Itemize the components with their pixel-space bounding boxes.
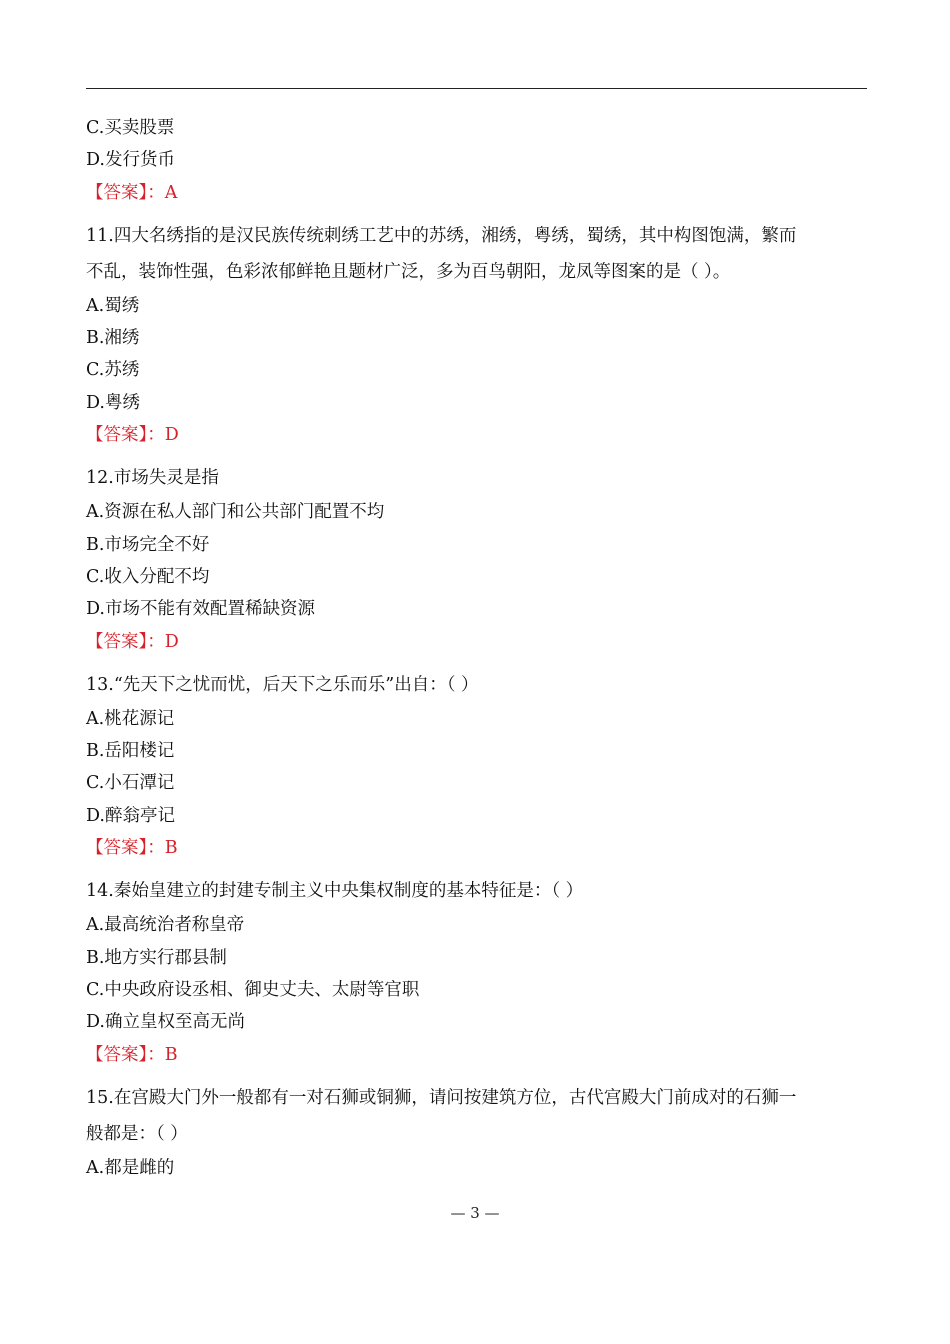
option-line: B.湘绣 [86,328,140,349]
option-line: D.发行货币 [86,150,175,171]
question-text [86,873,867,909]
question-line: 12.市场失灵是指 [86,468,219,489]
question-line: 14.秦始皇建立的封建专制主义中央集权制度的基本特征是：（ ） [86,881,584,902]
answer-line: 【答案】：B [86,838,178,859]
answer-line: 【答案】：A [86,182,178,203]
option-line: B.岳阳楼记 [86,741,175,762]
answer-line: 【答案】：D [86,425,179,446]
question-text [86,218,867,290]
option-line: D.醉翁亭记 [86,805,175,826]
answer-line: 【答案】：D [86,631,179,652]
option-line: C.收入分配不均 [86,566,210,587]
question-line: 般都是：（ ） [86,1123,188,1144]
answer-line: 【答案】：B [86,1044,178,1065]
header-rule [86,88,867,89]
question-text [86,1080,867,1152]
option-line: D.粤绣 [86,392,140,413]
option-line: D.确立皇权至高无尚 [86,1012,245,1033]
page-number: — 3 — [450,1204,500,1222]
question-line: 不乱，装饰性强，色彩浓郁鲜艳且题材广泛，多为百鸟朝阳，龙凤等图案的是（ ）。 [86,261,731,282]
option-line: A.蜀绣 [86,295,140,316]
document-body [86,112,867,1184]
option-line: C.买卖股票 [86,118,175,138]
question-line: 15.在宫殿大门外一般都有一对石狮或铜狮，请问按建筑方位，古代宫殿大门前成对的石狮一 [86,1087,797,1108]
option-line: A.都是雌的 [86,1157,175,1178]
question-line: 13.“先天下之忧而忧，后天下之乐而乐”出自：（ ） [86,674,479,695]
option-line: D.市场不能有效配置稀缺资源 [86,599,315,620]
question-text [86,460,867,496]
option-line: A.资源在私人部门和公共部门配置不均 [86,502,385,523]
option-line: C.中央政府设丞相、御史丈夫、太尉等官职 [86,979,420,1000]
option-line: A.最高统治者称皇帝 [86,915,245,936]
question-line: 11.四大名绣指的是汉民族传统刺绣工艺中的苏绣，湘绣，粤绣，蜀绣，其中构图饱满，繁而 [86,225,797,246]
option-line: C.苏绣 [86,360,140,381]
option-line: C.小石潭记 [86,773,175,794]
question-list [86,112,867,1184]
option-line: B.市场完全不好 [86,534,210,555]
option-line: A.桃花源记 [86,708,175,729]
question-text [86,667,867,703]
option-line: B.地方实行郡县制 [86,947,227,968]
